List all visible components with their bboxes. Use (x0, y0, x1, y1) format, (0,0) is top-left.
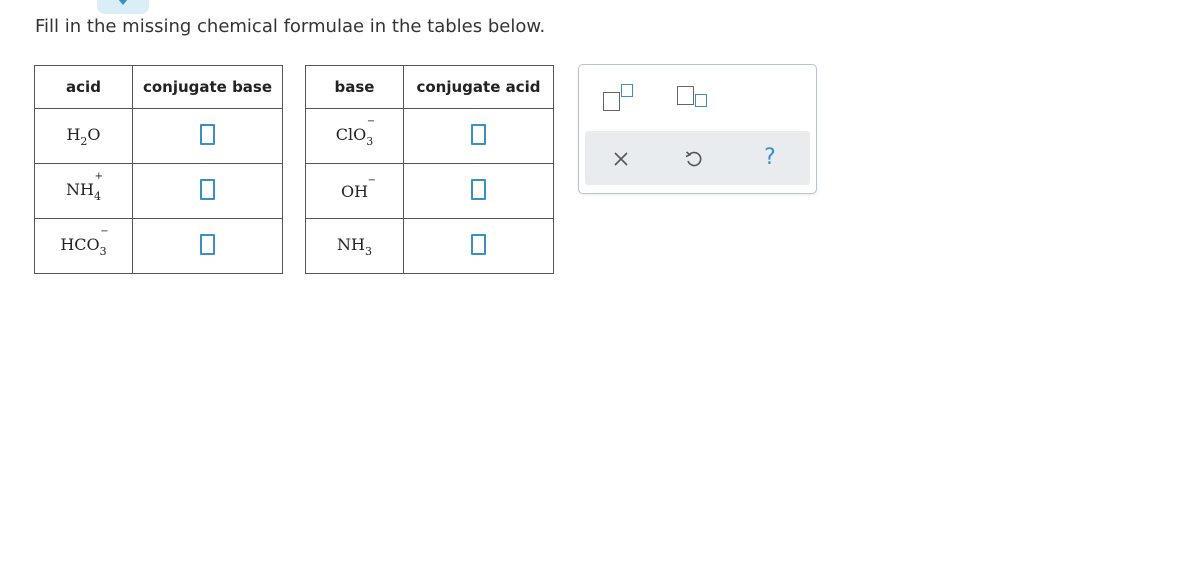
header-base: base (306, 66, 404, 109)
collapse-tab[interactable] (97, 0, 149, 14)
acid-cell (35, 164, 133, 219)
question-prompt: Fill in the missing chemical formulae in the tables below. (35, 16, 546, 37)
help-icon[interactable]: ? (764, 145, 776, 170)
answer-input-box[interactable] (200, 234, 215, 255)
base-conjugate-acid-table (305, 65, 554, 274)
subscript-tool-icon[interactable] (677, 84, 713, 112)
base-cell (306, 219, 404, 274)
conjugate-base-cell[interactable] (133, 164, 283, 219)
conjugate-acid-cell[interactable] (404, 164, 554, 219)
acid-cell (35, 219, 133, 274)
conjugate-acid-cell[interactable] (404, 109, 554, 164)
conjugate-acid-cell[interactable] (404, 219, 554, 274)
base-cell (306, 109, 404, 164)
acid-formula: $H_2O$ (66, 124, 101, 148)
base-formula: ClO$_3$ − (335, 115, 376, 148)
header-conjugate-base: conjugate base (133, 66, 283, 109)
base-formula: OH − (340, 174, 377, 201)
base-cell (306, 164, 404, 219)
superscript-tool-icon[interactable] (603, 84, 639, 112)
header-conjugate-acid: conjugate acid (404, 66, 554, 109)
answer-input-box[interactable] (471, 234, 486, 255)
answer-input-box[interactable] (471, 179, 486, 200)
answer-input-box[interactable] (200, 179, 215, 200)
clear-icon[interactable] (611, 149, 631, 169)
conjugate-base-cell[interactable] (133, 219, 283, 274)
base-formula: $NH_3$ (337, 234, 372, 258)
answer-input-box[interactable] (471, 124, 486, 145)
conjugate-base-cell[interactable] (133, 109, 283, 164)
formula-tool-panel (578, 64, 817, 194)
acid-formula: $HCO_3$ − (60, 225, 109, 258)
undo-icon[interactable] (683, 148, 705, 170)
acid-conjugate-base-table (34, 65, 283, 274)
acid-cell (35, 109, 133, 164)
acid-formula: $NH_4$ + (66, 170, 103, 203)
answer-input-box[interactable] (200, 124, 215, 145)
chevron-down-icon (118, 0, 128, 5)
header-acid: acid (35, 66, 133, 109)
